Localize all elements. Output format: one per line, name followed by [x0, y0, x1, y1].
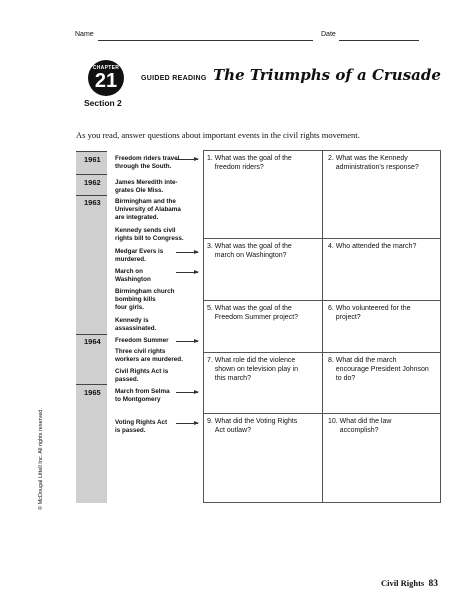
page-footer [381, 578, 438, 589]
page-title: The Triumphs of a Crusade [213, 66, 441, 84]
timeline-event: Three civil rights workers are murdered. [115, 348, 183, 363]
timeline-event: Kennedy sends civil rights bill to Congress. [115, 227, 184, 242]
timeline-event: James Meredith inte- grates Ole Miss. [115, 179, 178, 194]
timeline-event: Freedom Summer [115, 337, 169, 344]
worksheet-type: GUIDED READING [141, 75, 207, 82]
question-cell-3[interactable]: 3. What was the goal of the march on Washington? [207, 243, 292, 259]
question-cell-1[interactable]: 1. What was the goal of the freedom riders? [207, 155, 292, 171]
timeline-event: Kennedy is assassinated. [115, 317, 157, 332]
timeline-event: Civil Rights Act is passed. [115, 368, 169, 383]
timeline-year: 1963 [84, 198, 101, 207]
timeline-year: 1962 [84, 178, 101, 187]
page-number: 83 [428, 579, 438, 589]
grid-divider [203, 352, 441, 353]
footer-section-name: Civil Rights [381, 578, 425, 588]
timeline-divider [76, 195, 107, 196]
timeline-event: Medgar Evers is murdered. [115, 248, 164, 263]
question-cell-2[interactable]: 2. What was the Kennedy administration's response? [328, 155, 419, 171]
timeline-divider [76, 384, 107, 385]
timeline-event: Birmingham and the University of Alabama are integrated. [115, 198, 181, 221]
timeline-event: Freedom riders travel through the South. [115, 155, 180, 170]
chapter-label: CHAPTER [92, 65, 120, 71]
question-cell-10[interactable]: 10. What did the law accomplish? [328, 418, 392, 434]
timeline-year: 1964 [84, 337, 101, 346]
timeline-divider [76, 334, 107, 335]
chapter-badge [88, 60, 124, 96]
date-label: Date [321, 31, 336, 38]
arrow-icon [176, 272, 198, 273]
arrow-icon [176, 252, 198, 253]
instructions: As you read, answer questions about important events in the civil rights movement. [76, 130, 360, 140]
timeline-event: Voting Rights Act is passed. [115, 419, 168, 434]
question-cell-7[interactable]: 7. What role did the violence shown on television play in this march? [207, 357, 299, 382]
grid-divider [203, 300, 441, 301]
question-cell-8[interactable]: 8. What did the march encourage President Johnson to do? [328, 357, 429, 382]
timeline-divider [76, 151, 107, 152]
grid-divider [203, 238, 441, 239]
arrow-icon [176, 341, 198, 342]
date-field-line[interactable] [339, 40, 419, 41]
section-label: Section 2 [84, 98, 122, 108]
timeline-event: March on Washington [115, 268, 151, 283]
arrow-icon [176, 392, 198, 393]
grid-divider [203, 413, 441, 414]
arrow-icon [176, 423, 198, 424]
name-field-line[interactable] [98, 40, 313, 41]
timeline-event: March from Selma to Montgomery [115, 388, 170, 403]
timeline-divider [76, 174, 107, 175]
chapter-number: 21 [94, 70, 118, 92]
copyright-notice: © McDougal Littell Inc. All rights reserved. [38, 408, 44, 510]
timeline-year: 1961 [84, 155, 101, 164]
question-cell-9[interactable]: 9. What did the Voting Rights Act outlaw? [207, 418, 298, 434]
name-label: Name [75, 31, 94, 38]
arrow-icon [176, 159, 198, 160]
timeline-year: 1965 [84, 388, 101, 397]
grid-divider [322, 150, 323, 503]
question-cell-5[interactable]: 5. What was the goal of the Freedom Summer project? [207, 305, 299, 321]
question-cell-6[interactable]: 6. Who volunteered for the project? [328, 305, 411, 321]
question-cell-4[interactable]: 4. Who attended the march? [328, 243, 417, 250]
timeline-event: Birmingham church bombing kills four girls. [115, 288, 175, 311]
